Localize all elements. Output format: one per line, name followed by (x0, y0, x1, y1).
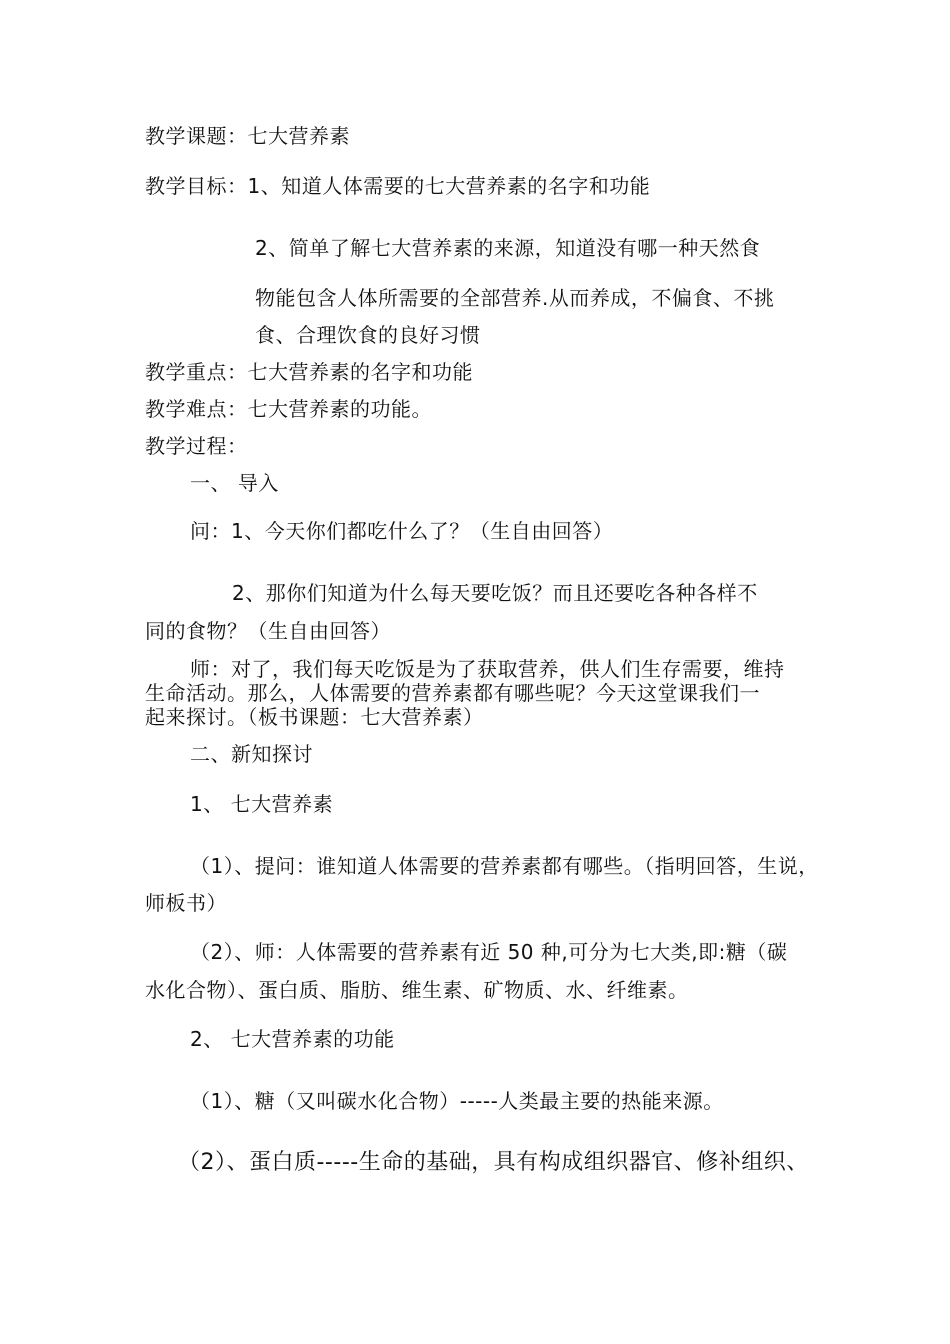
section-new-knowledge-heading: 二、新知探讨 (190, 742, 313, 766)
function-sugar: （1）、糖（又叫碳水化合物）-----人类最主要的热能来源。 (190, 1089, 724, 1113)
difficult-point: 教学难点：七大营养素的功能。 (145, 397, 432, 421)
item-2-line-2: 水化合物）、蛋白质、脂肪、维生素、矿物质、水、纤维素。 (145, 978, 689, 1002)
objective-2-line-3: 食、合理饮食的良好习惯 (255, 323, 481, 347)
objective-2-line-1: 2、简单了解七大营养素的来源，知道没有哪一种天然食 (255, 236, 761, 260)
objective-1: 教学目标：1、知道人体需要的七大营养素的名字和功能 (145, 174, 651, 198)
item-2-line-1: （2）、师：人体需要的营养素有近 50 种,可分为七大类,即:糖（碳 (190, 940, 788, 964)
item-1-line-2: 师板书） (145, 891, 227, 915)
subsection-2-heading: 2、 七大营养素的功能 (190, 1027, 395, 1051)
teacher-paragraph-line-3: 起来探讨。（板书课题：七大营养素） (145, 705, 484, 729)
section-intro-heading: 一、 导入 (190, 471, 279, 495)
question-2-line-2: 同的食物？（生自由回答） (145, 619, 391, 643)
question-2-line-1: 2、那你们知道为什么每天要吃饭？而且还要吃各种各样不 (232, 581, 758, 605)
item-1-line-1: （1）、提问：谁知道人体需要的营养素都有哪些。（指明回答，生说， (190, 854, 819, 878)
function-protein: （2）、蛋白质-----生命的基础，具有构成组织器官、修补组织、 (178, 1150, 809, 1175)
teacher-paragraph-line-1: 师：对了，我们每天吃饭是为了获取营养，供人们生存需要，维持 (190, 657, 785, 681)
teacher-paragraph-line-2: 生命活动。那么，人体需要的营养素都有哪些呢？今天这堂课我们一 (145, 681, 760, 705)
subsection-1-heading: 1、 七大营养素 (190, 792, 334, 816)
key-point: 教学重点：七大营养素的名字和功能 (145, 360, 473, 384)
question-1: 问：1、今天你们都吃什么了？（生自由回答） (190, 519, 614, 543)
process-heading: 教学过程： (145, 434, 248, 458)
lesson-title: 教学课题：七大营养素 (145, 124, 350, 148)
objective-2-line-2: 物能包含人体所需要的全部营养.从而养成，不偏食、不挑 (255, 286, 775, 310)
